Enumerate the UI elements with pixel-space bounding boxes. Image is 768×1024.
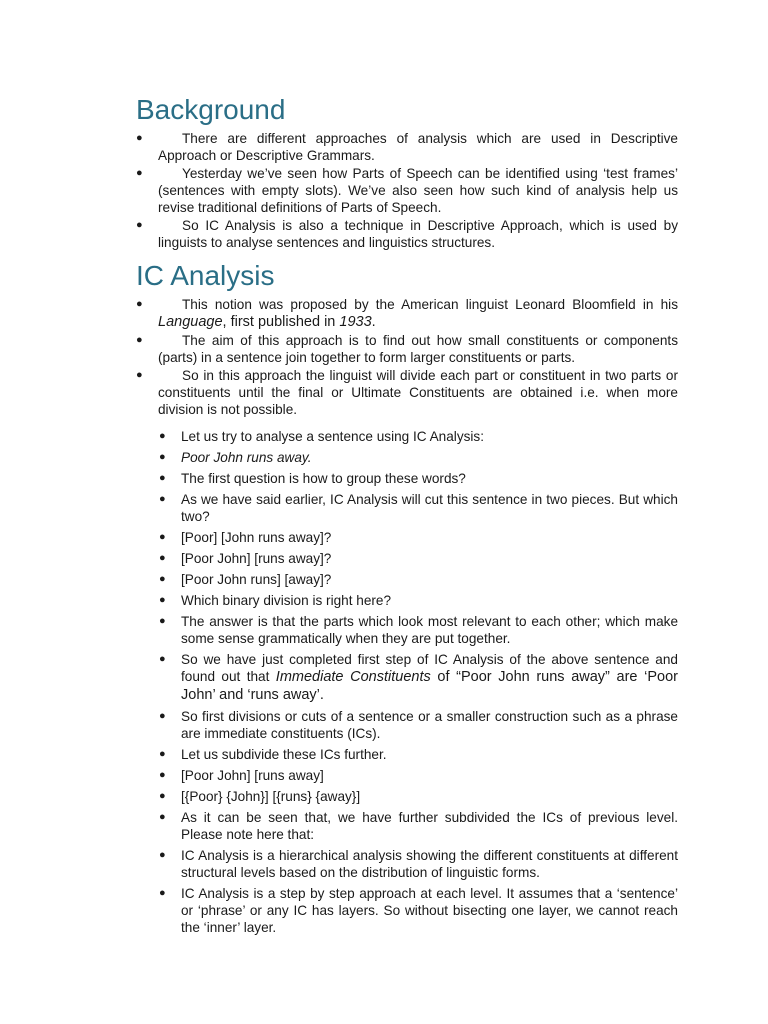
list-item-text: This notion was proposed by the American linguist Leonard Bloomfield in his bbox=[182, 297, 678, 312]
list-item-text: , first published in bbox=[222, 314, 340, 330]
list-item bbox=[159, 708, 678, 742]
ic-analysis-heading: IC Analysis bbox=[136, 260, 275, 291]
list-item-text: As we have said earlier, IC Analysis will cut this sentence in two pieces. But which two? bbox=[181, 492, 678, 524]
list-item-text: . bbox=[371, 314, 376, 330]
list-item bbox=[159, 847, 678, 881]
bullet-dot-icon: ● bbox=[136, 219, 143, 231]
background-bullet-list bbox=[136, 130, 678, 252]
list-item bbox=[136, 165, 678, 216]
bullet-dot-icon: ● bbox=[159, 594, 166, 606]
bullet-dot-icon: ● bbox=[159, 769, 166, 781]
bullet-dot-icon: ● bbox=[136, 369, 143, 381]
example-sentence: Poor John runs away. bbox=[181, 450, 312, 465]
list-item bbox=[159, 428, 678, 445]
bullet-dot-icon: ● bbox=[136, 132, 143, 144]
bullet-dot-icon: ● bbox=[159, 472, 166, 484]
bullet-dot-icon: ● bbox=[159, 430, 166, 442]
bullet-dot-icon: ● bbox=[136, 167, 143, 179]
list-item-text: Let us subdivide these ICs further. bbox=[181, 747, 387, 762]
list-item-text: So in this approach the linguist will divide each part or constituent in two parts or constituents until the final or Ultimate Constituents are obtained i.e. when more division is not possible. bbox=[158, 368, 678, 417]
bullet-dot-icon: ● bbox=[159, 451, 166, 463]
list-item-text: Which binary division is right here? bbox=[181, 593, 392, 608]
list-item bbox=[159, 571, 678, 588]
list-item bbox=[159, 529, 678, 546]
list-item bbox=[136, 130, 678, 164]
bullet-dot-icon: ● bbox=[159, 887, 166, 899]
list-item-text: [Poor John runs] [away]? bbox=[181, 572, 332, 587]
list-item-text: So first divisions or cuts of a sentence or a smaller construction such as a phrase are immediate constituents (ICs). bbox=[181, 709, 678, 741]
bullet-dot-icon: ● bbox=[159, 710, 166, 722]
list-item bbox=[159, 746, 678, 763]
bullet-dot-icon: ● bbox=[159, 653, 166, 665]
list-item bbox=[159, 449, 678, 466]
list-item bbox=[159, 809, 678, 843]
list-item-text: So we have just completed first step of IC Analysis of the above sentence and found out that bbox=[181, 652, 678, 684]
list-item bbox=[159, 592, 678, 609]
term-immediate-constituents: Immediate Constituents bbox=[275, 669, 431, 685]
publication-year: 1933 bbox=[339, 314, 372, 330]
bullet-dot-icon: ● bbox=[136, 334, 143, 346]
list-item bbox=[159, 767, 678, 784]
list-item bbox=[136, 332, 678, 366]
bullet-dot-icon: ● bbox=[159, 573, 166, 585]
list-item bbox=[159, 491, 678, 525]
list-item-text: Let us try to analyse a sentence using IC Analysis: bbox=[181, 429, 485, 444]
bullet-dot-icon: ● bbox=[159, 811, 166, 823]
list-item bbox=[159, 885, 678, 936]
background-heading: Background bbox=[136, 94, 286, 125]
list-item-text: IC Analysis is a hierarchical analysis showing the different constituents at different structural levels based on the distribution of linguistic forms. bbox=[181, 848, 678, 880]
list-item bbox=[159, 550, 678, 567]
bullet-dot-icon: ● bbox=[159, 493, 166, 505]
ic-analysis-bullet-list bbox=[136, 296, 678, 419]
list-item-text: So IC Analysis is also a technique in Descriptive Approach, which is used by linguists to analyse sentences and linguistics structures. bbox=[158, 218, 678, 250]
list-item bbox=[136, 217, 678, 251]
list-item-text: The answer is that the parts which look most relevant to each other; which make some sense grammatically when they are put together. bbox=[181, 614, 678, 646]
list-item-text: There are different approaches of analysis which are used in Descriptive Approach or Descriptive Grammars. bbox=[158, 131, 678, 163]
list-item-text: [Poor John] [runs away] bbox=[181, 768, 324, 783]
list-item-text: [Poor John] [runs away]? bbox=[181, 551, 332, 566]
list-item bbox=[159, 651, 678, 704]
list-item bbox=[159, 470, 678, 487]
list-item-text: The aim of this approach is to find out how small constituents or components (parts) in a sentence join together to form larger constituents or parts. bbox=[158, 333, 678, 365]
list-item-text: of “Poor John runs away” are ‘Poor John’ and ‘runs away’. bbox=[181, 669, 678, 703]
bullet-dot-icon: ● bbox=[159, 531, 166, 543]
bullet-dot-icon: ● bbox=[159, 615, 166, 627]
list-item bbox=[136, 367, 678, 418]
list-item bbox=[136, 296, 678, 331]
bullet-dot-icon: ● bbox=[159, 552, 166, 564]
bullet-dot-icon: ● bbox=[159, 849, 166, 861]
list-item-text: [{Poor} {John}] [{runs} {away}] bbox=[181, 789, 361, 804]
book-title: Language bbox=[158, 314, 223, 330]
bullet-dot-icon: ● bbox=[159, 748, 166, 760]
list-item bbox=[159, 788, 678, 805]
ic-analysis-sub-list bbox=[159, 428, 678, 940]
list-item bbox=[159, 613, 678, 647]
list-item-text: As it can be seen that, we have further subdivided the ICs of previous level. Please note here that: bbox=[181, 810, 678, 842]
list-item-text: The first question is how to group these words? bbox=[181, 471, 466, 486]
list-item-text: [Poor] [John runs away]? bbox=[181, 530, 332, 545]
bullet-dot-icon: ● bbox=[159, 790, 166, 802]
list-item-text: Yesterday we’ve seen how Parts of Speech can be identified using ‘test frames’ (sentences with empty slots). We’ve also seen how such kind of analysis help us revise traditional definitions of Parts of Speech. bbox=[158, 166, 678, 215]
bullet-dot-icon: ● bbox=[136, 298, 143, 310]
list-item-text: IC Analysis is a step by step approach at each level. It assumes that a ‘sentence’ or ‘phrase’ or any IC has layers. So without bisecting one layer, we cannot reach the ‘inner’ layer. bbox=[181, 886, 678, 935]
